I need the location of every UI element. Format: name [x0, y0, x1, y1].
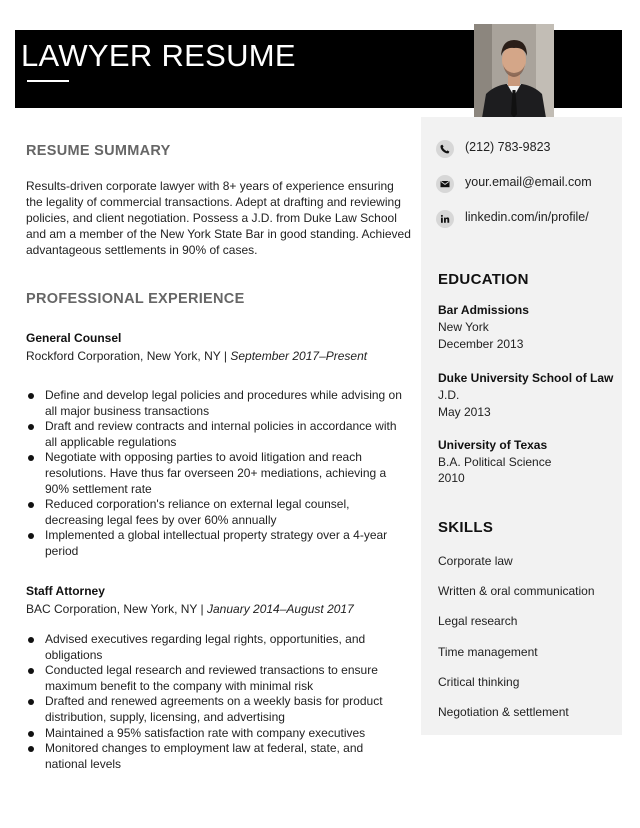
education-name: University of Texas — [438, 438, 548, 452]
job-company-line — [26, 349, 367, 363]
job-bullets — [26, 388, 406, 560]
job-bullets — [26, 632, 406, 772]
education-date: December 2013 — [438, 337, 524, 351]
summary-text: Results-driven corporate lawyer with 8+ years of experience ensuring the legality of commercial transactions. Adept at drafting and reviewing policies, and client negotiation. Possess a J.D. from Duke Law School and am a member of the New York State Bar in good standing. Achieved advantageous settlements in 90% of cases. — [26, 179, 411, 257]
experience-heading: PROFESSIONAL EXPERIENCE — [26, 291, 245, 307]
education-date: May 2013 — [438, 405, 491, 419]
email-icon — [436, 175, 454, 193]
bullet-item: Monitored changes to employment law at federal, state, and national levels — [26, 741, 406, 772]
education-name: Bar Admissions — [438, 303, 529, 317]
job-title: General Counsel — [26, 331, 122, 345]
skill-item: Negotiation & settlement — [438, 705, 569, 719]
education-name: Duke University School of Law — [438, 371, 614, 385]
linkedin-icon — [436, 210, 454, 228]
bullet-item: Define and develop legal policies and procedures while advising on all major business transactions — [26, 388, 406, 419]
job-company: Rockford Corporation, New York, NY | — [26, 349, 227, 363]
contact-email[interactable] — [436, 174, 592, 194]
skill-item: Written & oral communication — [438, 584, 595, 598]
contact-linkedin[interactable] — [436, 209, 589, 229]
skill-item: Corporate law — [438, 554, 513, 568]
education-date: 2010 — [438, 471, 465, 485]
job-dates: January 2014–August 2017 — [207, 602, 354, 616]
bullet-item: Advised executives regarding legal rights, opportunities, and obligations — [26, 632, 406, 663]
job-dates: September 2017–Present — [230, 349, 368, 363]
job-company: BAC Corporation, New York, NY | — [26, 602, 204, 616]
title-underline — [27, 80, 69, 82]
skills-heading: SKILLS — [438, 519, 494, 536]
page-title: LAWYER RESUME — [21, 38, 296, 73]
education-detail: New York — [438, 320, 489, 334]
contact-phone[interactable] — [436, 139, 551, 159]
summary-heading: RESUME SUMMARY — [26, 143, 171, 159]
skill-item: Legal research — [438, 614, 518, 628]
job-company-line — [26, 602, 354, 616]
phone-text: (212) 783-9823 — [465, 140, 551, 154]
job-title: Staff Attorney — [26, 584, 105, 598]
bullet-item: Reduced corporation's reliance on external legal counsel, decreasing legal fees by over 60% annually — [26, 497, 406, 528]
skill-item: Critical thinking — [438, 675, 520, 689]
bullet-item: Negotiate with opposing parties to avoid litigation and reach resolutions. Have thus far overseen 20+ mediations, achieving a 90% settlement rate — [26, 450, 406, 497]
bullet-item: Drafted and renewed agreements on a weekly basis for product distribution, supply, licensing, and advertising — [26, 694, 406, 725]
bullet-item: Conducted legal research and reviewed transactions to ensure maximum benefit to the company with minimal risk — [26, 663, 406, 694]
phone-icon — [436, 140, 454, 158]
email-text: your.email@email.com — [465, 175, 592, 189]
profile-photo — [474, 24, 554, 118]
education-detail: B.A. Political Science — [438, 455, 552, 469]
bullet-item: Draft and review contracts and internal policies in accordance with all applicable regulations — [26, 419, 406, 450]
linkedin-text: linkedin.com/in/profile/ — [465, 210, 589, 224]
skill-item: Time management — [438, 645, 538, 659]
education-heading: EDUCATION — [438, 271, 529, 288]
bullet-item: Implemented a global intellectual property strategy over a 4-year period — [26, 528, 406, 559]
education-detail: J.D. — [438, 388, 460, 402]
bullet-item: Maintained a 95% satisfaction rate with company executives — [26, 726, 406, 742]
